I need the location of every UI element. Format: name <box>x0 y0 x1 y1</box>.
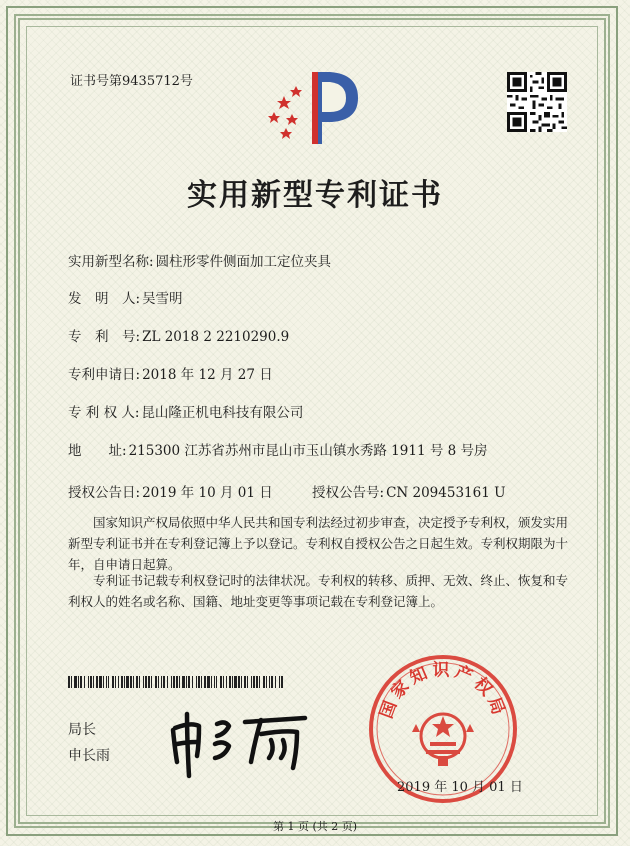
grant-date-value: 2019 年 10 月 01 日 <box>142 485 273 501</box>
page-number: 第 1 页 (共 2 页) <box>272 820 358 833</box>
grant-date-label: 授权公告日: <box>68 485 141 501</box>
certificate-number: 证书号第9435712号 <box>70 74 193 89</box>
utility-model-name-label: 实用新型名称: <box>68 254 154 270</box>
director-title: 局长 <box>68 722 96 738</box>
inventor-label: 发 明 人: <box>68 291 141 307</box>
patentee-row <box>68 401 303 421</box>
address-label: 地 址: <box>68 443 127 459</box>
filing-date-label: 专利申请日: <box>68 367 141 383</box>
inventor-value: 吴雪明 <box>142 291 183 307</box>
grant-number-value: CN 209453161 U <box>386 485 506 501</box>
filing-date-row <box>68 363 273 383</box>
patentee-value: 昆山隆正机电科技有限公司 <box>141 405 304 421</box>
barcode-icon <box>68 676 284 688</box>
grant-date-row <box>68 481 273 501</box>
qr-code-icon <box>507 72 567 132</box>
seal-date: 2019 年 10 月 01 日 <box>397 780 523 795</box>
patent-number-label: 专 利 号: <box>68 329 141 345</box>
patentee-label: 专 利 权 人: <box>68 405 140 421</box>
grant-number-label: 授权公告号: <box>312 485 385 501</box>
filing-date-value: 2018 年 12 月 27 日 <box>142 367 273 383</box>
certificate-title: 实用新型专利证书 <box>187 178 443 213</box>
svg-text:国家知识产权局: 国家知识产权局 <box>376 660 510 722</box>
grant-number-row <box>312 481 505 501</box>
utility-model-name-value: 圆柱形零件侧面加工定位夹具 <box>155 254 332 270</box>
grant-statement-paragraph: 国家知识产权局依照中华人民共和国专利法经过初步审查，决定授予专利权，颁发实用新型专利证书并在专利登记簿上予以登记。专利权自授权公告之日起生效。专利权期限为十年，自申请日起算。 <box>68 515 569 572</box>
cnipa-logo-icon <box>260 62 380 152</box>
director-signature <box>165 700 315 780</box>
inventor-row <box>68 287 183 307</box>
legal-status-paragraph: 专利证书记载专利权登记时的法律状况。专利权的转移、质押、无效、终止、恢复和专利权人的姓名或名称、国籍、地址变更等事项记载在专利登记簿上。 <box>68 573 569 609</box>
director-name: 申长雨 <box>68 748 110 764</box>
patent-number-row <box>68 325 289 345</box>
utility-model-name-row <box>68 250 331 270</box>
address-row <box>68 439 488 459</box>
address-value: 215300 江苏省苏州市昆山市玉山镇水秀路 1911 号 8 号房 <box>128 443 488 459</box>
patent-number-value: ZL 2018 2 2210290.9 <box>142 329 290 345</box>
